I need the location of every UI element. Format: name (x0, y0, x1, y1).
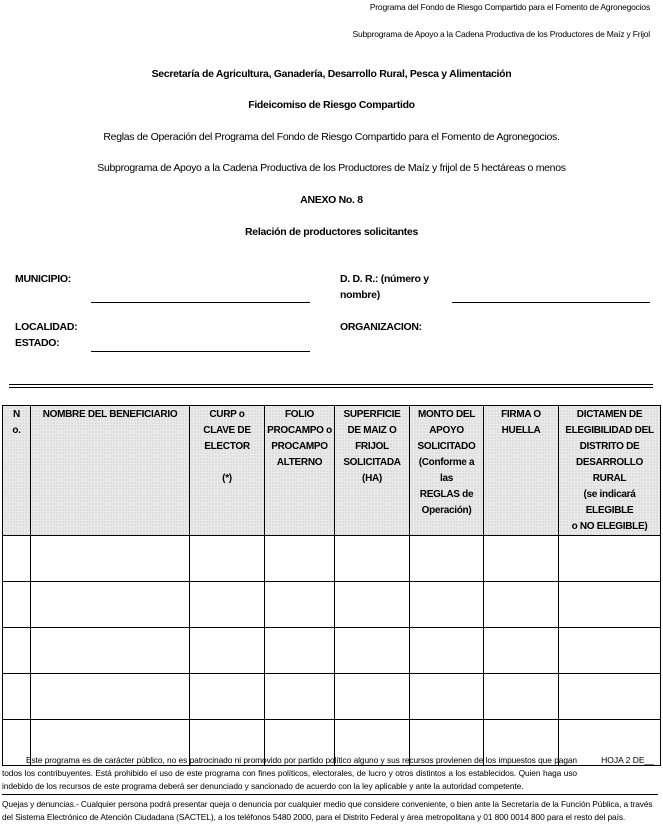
title-anexo: ANEXO No. 8 (300, 194, 363, 206)
table-cell[interactable] (335, 674, 410, 720)
table-cell[interactable] (190, 536, 265, 582)
header-program: Programa del Fondo de Riesgo Compartido para el Fomento de Agronegocios (369, 2, 650, 12)
table-cell[interactable] (559, 582, 661, 628)
table-cell[interactable] (410, 582, 484, 628)
col-header-folio: FOLIO PROCAMPO o PROCAMPO ALTERNO (265, 406, 335, 536)
table-cell[interactable] (265, 628, 335, 674)
table-cell[interactable] (3, 536, 31, 582)
table-cell[interactable] (3, 628, 31, 674)
table-cell[interactable] (31, 536, 190, 582)
table-row (3, 674, 661, 720)
table-cell[interactable] (484, 536, 559, 582)
table-cell[interactable] (3, 582, 31, 628)
label-localidad: LOCALIDAD: (15, 321, 78, 333)
footer-divider (2, 794, 658, 795)
title-fideicomiso: Fideicomiso de Riesgo Compartido (248, 99, 415, 111)
table-row (3, 536, 661, 582)
label-ddr-1: D. D. R.: (número y (340, 273, 429, 285)
productores-table (2, 405, 661, 766)
table-cell[interactable] (335, 536, 410, 582)
divider-bottom (9, 387, 653, 388)
title-secretaria: Secretaría de Agricultura, Ganadería, Desarrollo Rural, Pesca y Alimentación (151, 68, 512, 80)
table-cell[interactable] (559, 536, 661, 582)
table-row (3, 582, 661, 628)
table-cell[interactable] (335, 628, 410, 674)
table-cell[interactable] (3, 674, 31, 720)
col-header-numero: N o. (3, 406, 31, 536)
table-cell[interactable] (559, 628, 661, 674)
col-header-nombre: NOMBRE DEL BENEFICIARIO (31, 406, 190, 536)
table-row (3, 628, 661, 674)
table-cell[interactable] (410, 536, 484, 582)
footer-disclaimer: Este programa es de carácter público, no es patrocinado ni promovido por partido político alguno y sus recursos provienen de los impuestos que pagan todos los contribuyentes. Está prohibido el uso de este programa con fines políticos, electorales, de lucro y otros distintos a los establecidos. Quien haga uso indebido de los recursos de este programa deberá ser denunciado y sancionado de acuerdo con la ley aplicable y ante la autoridad competente. (2, 755, 577, 791)
table-cell[interactable] (190, 582, 265, 628)
table-header-row (3, 406, 661, 536)
label-municipio: MUNICIPIO: (15, 273, 71, 285)
divider-top (9, 384, 653, 385)
field-municipio-line[interactable] (91, 302, 310, 303)
col-header-curp: CURP o CLAVE DE ELECTOR (*) (190, 406, 265, 536)
title-relacion: Relación de productores solicitantes (245, 226, 418, 238)
col-header-monto: MONTO DEL APOYO SOLICITADO (Conforme a las REGLAS de Operación) (410, 406, 484, 536)
table-cell[interactable] (31, 628, 190, 674)
table-cell[interactable] (410, 674, 484, 720)
table-cell[interactable] (484, 628, 559, 674)
title-subprograma: Subprograma de Apoyo a la Cadena Productiva de los Productores de Maíz y frijol de 5 hectáreas o menos (97, 162, 566, 174)
field-ddr-line[interactable] (452, 302, 650, 303)
table-cell[interactable] (484, 582, 559, 628)
table-cell[interactable] (190, 628, 265, 674)
field-localidad-estado-line[interactable] (91, 351, 310, 352)
col-header-firma: FIRMA O HUELLA (484, 406, 559, 536)
hoja-number: HOJA 2 DE__ (601, 755, 654, 765)
table-cell[interactable] (190, 674, 265, 720)
table-cell[interactable] (265, 674, 335, 720)
label-ddr-2: nombre) (340, 289, 380, 301)
col-header-dictamen: DICTAMEN DE ELEGIBILIDAD DEL DISTRITO DE DESARROLLO RURAL (se indicará ELEGIBLE o NO ELEGIBLE) (559, 406, 661, 536)
table-cell[interactable] (559, 674, 661, 720)
footer-quejas: Quejas y denuncias.- Cualquier persona podrá presentar queja o denuncia por cualquier medio que considere conveniente, o bien ante la Secretaría de la Función Pública, a través del Sistema Electrónico de Atención Ciudadana (SACTEL), a los teléfonos 5480 2000, para el Distrito Federal y área metropolitana y 01 800 0014 800 para el resto del país. (2, 799, 653, 822)
table-cell[interactable] (335, 582, 410, 628)
table-cell[interactable] (265, 582, 335, 628)
title-reglas: Reglas de Operación del Programa del Fondo de Riesgo Compartido para el Fomento de Agronegocios. (103, 131, 560, 143)
label-organizacion: ORGANIZACION: (340, 321, 422, 333)
col-header-superficie: SUPERFICIE DE MAIZ O FRIJOL SOLICITADA (HA) (335, 406, 410, 536)
table-cell[interactable] (31, 674, 190, 720)
table-cell[interactable] (31, 582, 190, 628)
table-cell[interactable] (484, 674, 559, 720)
table-cell[interactable] (410, 628, 484, 674)
header-subprogram: Subprograma de Apoyo a la Cadena Productiva de los Productores de Maíz y Frijol (352, 29, 650, 39)
label-estado: ESTADO: (15, 337, 60, 349)
table-cell[interactable] (265, 536, 335, 582)
